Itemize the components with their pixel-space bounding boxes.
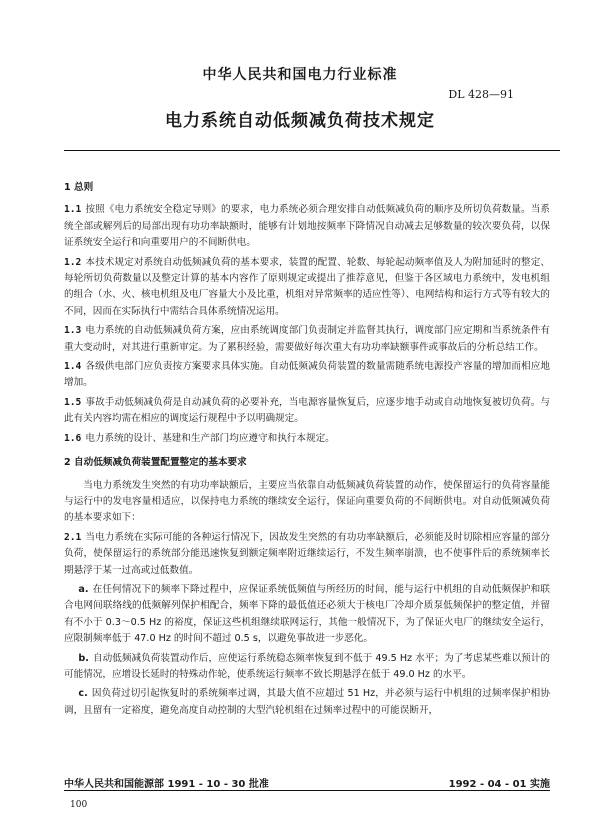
paragraph	[64, 530, 550, 579]
item-letter: c.	[78, 688, 88, 700]
item-text: 因负荷过切引起恢复时的系统频率过调，其最大值不应超过 51 Hz，并必须与运行中机组的过频率保护相协调，且留有一定裕度，避免高度自动控制的大型汽轮机组在过频率过程中的可能误断开，	[64, 688, 550, 716]
item-letter: b.	[78, 652, 89, 664]
paragraph-text: 电力系统的自动低频减负荷方案，应由系统调度部门负责制定并监督其执行，调度部门应定期和当系统条件有重大变动时，对其进行重新审定。为了累积经验，需要做好每次重大有功功率缺额事件或事故后的分析总结工作。	[64, 325, 550, 353]
section-intro: 当电力系统发生突然的有功功率缺额后，主要应当依靠自动低频减负荷装置的动作，使保留运行的负荷容量能与运行中的发电容量相适应，以保持电力系统的继续安全运行，保证向重要负荷的不间断供电。对自动低频减负荷的基本要求如下：	[64, 479, 550, 524]
paragraph	[64, 202, 550, 251]
standard-code: DL 428—91	[448, 88, 514, 101]
list-item	[64, 686, 550, 719]
paragraph-number: 1.2	[64, 256, 82, 268]
approval-line: 中华人民共和国能源部 1991 - 10 - 30 批准	[64, 779, 269, 790]
paragraph	[64, 431, 550, 447]
header-rule	[64, 150, 560, 151]
paragraph-text: 按照《电力系统安全稳定导则》的要求，电力系统必须合理安排自动低频减负荷的顺序及所切负荷数量。当系统全部或解列后的局部出现有功功率缺额时，能够有计划地按频率下降情况自动减去足够数量的较次要负荷，以保证系统安全运行和向重要用户的不间断供电。	[64, 204, 550, 249]
document-title: 电力系统自动低频减负荷技术规定	[165, 111, 435, 131]
page-number: 100	[70, 800, 88, 810]
section-heading: 1 总则	[64, 182, 94, 193]
paragraph	[64, 255, 550, 321]
paragraph-number: 1.6	[64, 432, 82, 444]
paragraph-text: 事故手动低频减负荷是自动减负荷的必要补充，当电源容量恢复后，应逐步地手动或自动地恢复被切负荷。与此有关内容均需在相应的调度运行规程中予以明确规定。	[64, 396, 550, 425]
list-item	[64, 651, 550, 684]
paragraph-number: 1.5	[64, 396, 82, 408]
item-text: 在任何情况下的频率下降过程中，应保证系统低频值与所经历的时间，能与运行中机组的自动低频保护和联合电网间联络线的低频解列保护相配合，频率下降的最低值还必须大于核电厂冷却介质泵低频保护的整定值，并留有不小于 0.3～0.5 Hz 的裕度，保证这些机组继续联网运行，其他一般情况下，为了保证火电厂的继续安全运行，应限制频率低于 47.0 Hz 的时间不超过 0.5 s，以避免事故进一步恶化。	[64, 583, 550, 645]
body-text	[64, 178, 550, 722]
list-item	[64, 582, 550, 648]
paragraph	[64, 395, 550, 428]
paragraph-text: 当电力系统在实际可能的各种运行情况下，因故发生突然的有功功率缺额后，必须能及时切除相应容量的部分负荷，使保留运行的系统部分能迅速恢复到额定频率附近继续运行，不发生频率崩溃，也不使事件后的系统频率长期悬浮于某一过高或过低数值。	[64, 531, 550, 576]
paragraph-number: 1.3	[64, 325, 82, 337]
footer-rule	[64, 790, 550, 791]
paragraph-number: 2.1	[64, 531, 82, 543]
paragraph-text: 本技术规定对系统自动低频减负荷的基本要求，装置的配置、轮数、每轮起动频率值及人为附加延时的整定、每轮所切负荷数量以及整定计算的基本内容作了原则规定或提出了推荐意见，但鉴于各区域电力系统中，发电机组的组合（水、火、核电机组及电厂容量大小及比重，机组对异常频率的适应性等）、电网结构和运行方式等有较大的不同，因而在实际执行中需结合具体系统情况运用。	[64, 256, 550, 317]
standard-name: 中华人民共和国电力行业标准	[202, 67, 398, 83]
paragraph-text: 各级供电部门应负责按方案要求具体实施。自动低频减负荷装置的数量需随系统电源投产容量的增加而相应地增加。	[64, 361, 550, 389]
paragraph	[64, 359, 550, 392]
item-text: 自动低频减负荷装置动作后，应使运行系统稳态频率恢复到不低于 49.5 Hz 水平；为了考虑某些难以预计的可能情况，应增设长延时的特殊动作轮，使系统运行频率不致长期悬浮在低于 49.0 Hz 的水平。	[64, 652, 550, 680]
paragraph-text: 电力系统的设计、基建和生产部门均应遵守和执行本规定。	[85, 432, 335, 444]
item-letter: a.	[78, 583, 89, 595]
paragraph-number: 1.1	[64, 204, 82, 216]
implementation-date: 1992 - 04 - 01 实施	[448, 779, 550, 790]
section-heading: 2 自动低频减负荷装置配置整定的基本要求	[64, 457, 247, 469]
paragraph	[64, 323, 550, 356]
paragraph-number: 1.4	[64, 361, 82, 373]
